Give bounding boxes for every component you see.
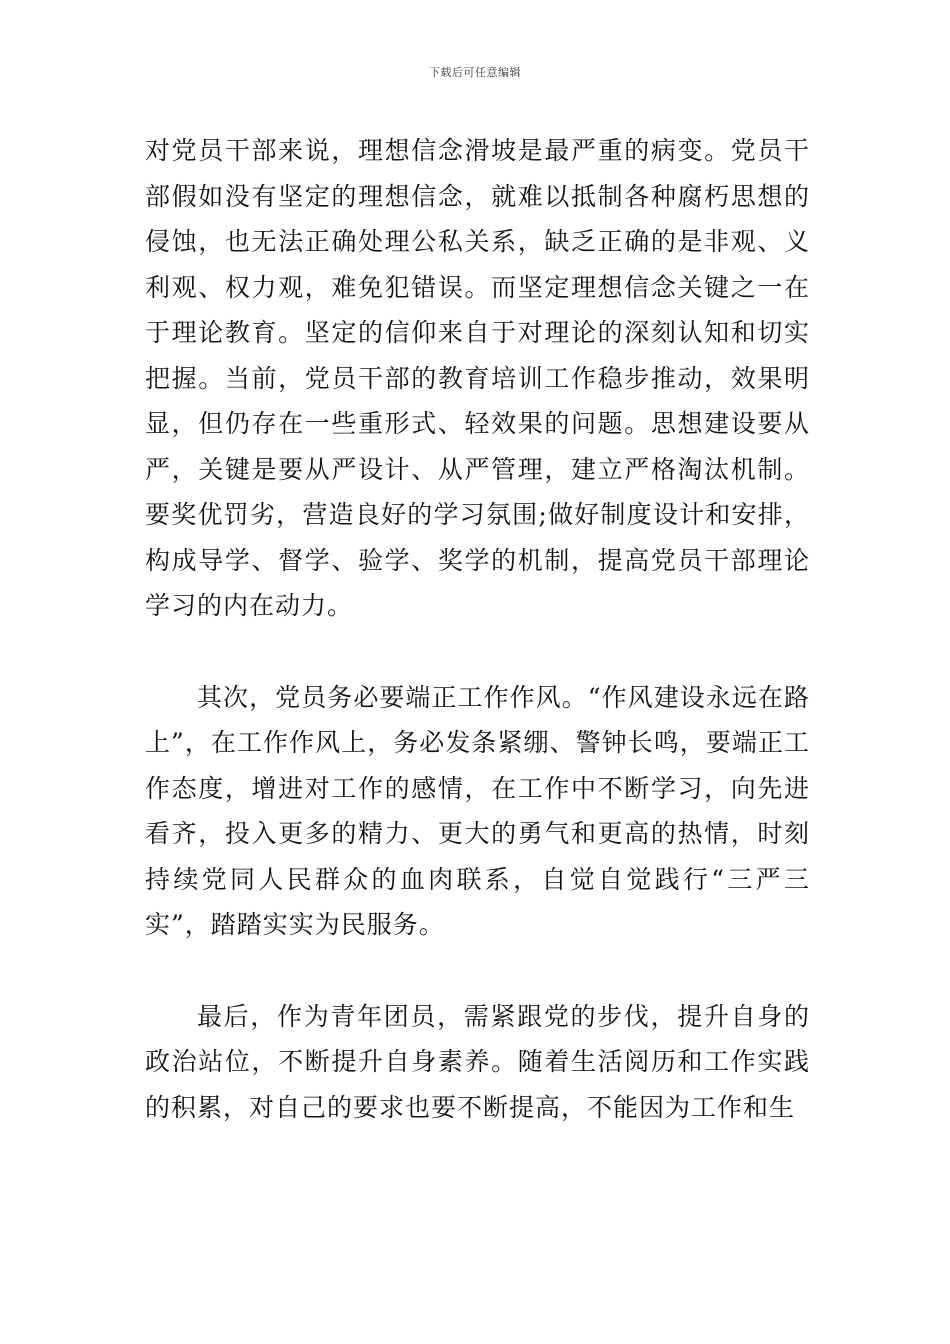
paragraph-2: 其次，党员务必要端正工作作风。“作风建设永远在路上”，在工作作风上，务必发条紧绷、警钟长鸣，要端正工作态度，增进对工作的感情，在工作中不断学习，向先进看齐，投入更多的精力、更大的勇气和更高的热情，时刻持续党同人民群众的血肉联系，自觉自觉践行“三严三实”，踏踏实实为民服务。 (145, 682, 810, 939)
document-body (145, 128, 810, 1130)
paragraph-1: 对党员干部来说，理想信念滑坡是最严重的病变。党员干部假如没有坚定的理想信念，就难以抵制各种腐朽思想的侵蚀，也无法正确处理公私关系，缺乏正确的是非观、义利观、权力观，难免犯错误。而坚定理想信念关键之一在于理论教育。坚定的信仰来自于对理论的深刻认知和切实把握。当前，党员干部的教育培训工作稳步推动，效果明显，但仍存在一些重形式、轻效果的问题。思想建设要从严，关键是要从严设计、从严管理，建立严格淘汰机制。要奖优罚劣，营造良好的学习氛围;做好制度设计和安排，构成导学、督学、验学、奖学的机制，提高党员干部理论学习的内在动力。 (145, 136, 810, 620)
paragraph-3: 最后，作为青年团员，需紧跟党的步伐，提升自身的政治站位，不断提升自身素养。随着生活阅历和工作实践的积累，对自己的要求也要不断提高，不能因为工作和生 (145, 1001, 810, 1122)
page-header: 下载后可任意编辑 (429, 66, 521, 79)
